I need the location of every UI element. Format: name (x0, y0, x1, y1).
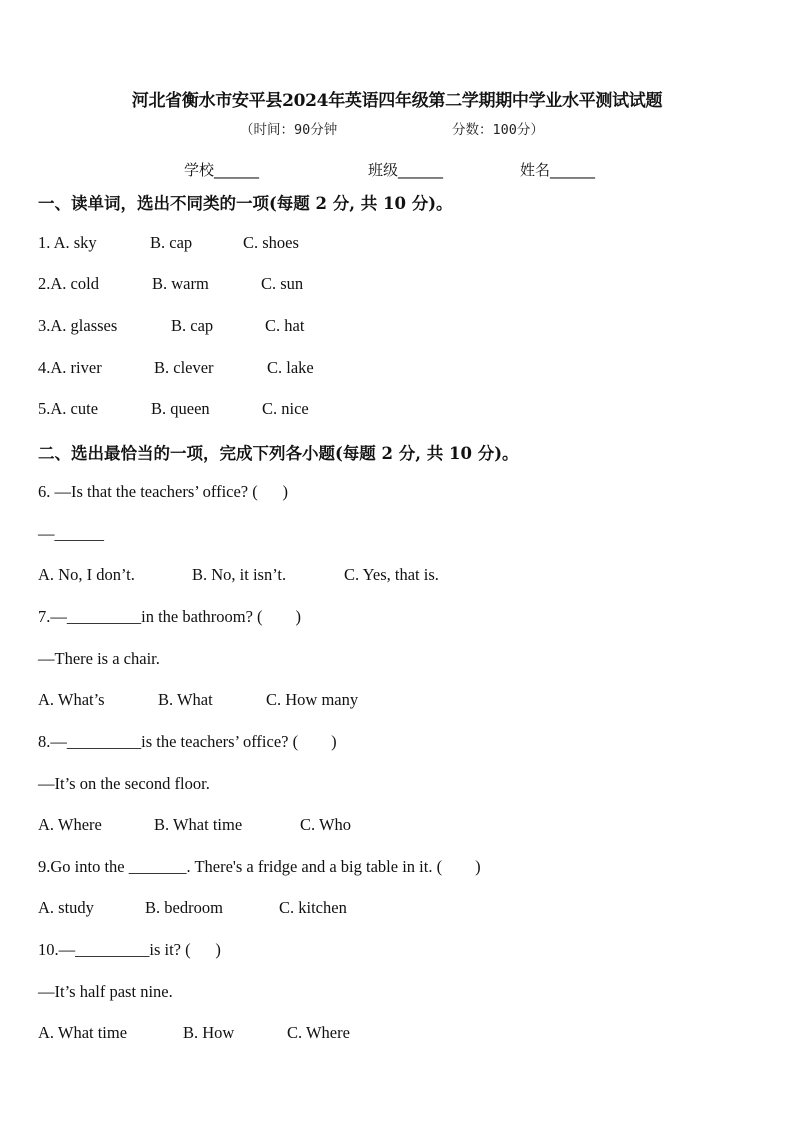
q10-reply: —It’s half past nine. (38, 982, 173, 1001)
q6-options (38, 565, 738, 587)
q4-c: C. lake (267, 358, 314, 377)
q6-stem: 6. —Is that the teachers’ office? ( ) (38, 482, 288, 501)
score-label: 分数：100分） (452, 122, 544, 138)
q8-stem: 8.—_________is the teachers’ office? ( ) (38, 732, 337, 751)
section2-heading: 二、选出最恰当的一项，完成下列各小题(每题 2 分, 共 10 分)。 (38, 444, 519, 463)
q10-c: C. Where (287, 1023, 350, 1042)
q8-c: C. Who (300, 815, 352, 834)
q10-b: B. How (183, 1023, 235, 1042)
q3-c: C. hat (265, 316, 305, 335)
q6-reply: —______ (38, 524, 104, 543)
q7-options (38, 690, 738, 712)
q8-reply: —It’s on the second floor. (38, 774, 210, 793)
q2-c: C. sun (261, 274, 304, 293)
q2-a: 2.A. cold (38, 274, 99, 293)
q7-b: B. What (158, 690, 213, 709)
q1-c: C. shoes (243, 233, 299, 252)
question-3 (38, 316, 738, 338)
q6-b: B. No, it isn’t. (192, 565, 287, 584)
q10-a: A. What time (38, 1023, 128, 1042)
question-4 (38, 358, 738, 380)
q7-c: C. How many (266, 690, 359, 709)
q10-stem: 10.—_________is it? ( ) (38, 940, 221, 959)
q9-a: A. study (38, 898, 94, 917)
q1-a: 1. A. sky (38, 233, 97, 252)
q8-options (38, 815, 738, 837)
q3-a: 3.A. glasses (38, 316, 118, 335)
q4-b: B. clever (154, 358, 214, 377)
q2-b: B. warm (152, 274, 209, 293)
school-field: 学校______ (184, 161, 260, 179)
page-title: 河北省衡水市安平县2024年英语四年级第二学期期中学业水平测试试题 (131, 91, 663, 111)
q7-stem: 7.—_________in the bathroom? ( ) (38, 607, 302, 626)
q4-a: 4.A. river (38, 358, 102, 377)
q5-c: C. nice (262, 399, 309, 418)
q1-b: B. cap (150, 233, 193, 252)
q9-stem: 9.Go into the _______. There's a fridge and a big table in it. ( ) (38, 857, 481, 876)
q6-c: C. Yes, that is. (344, 565, 439, 584)
question-1 (38, 233, 738, 255)
name-field: 姓名______ (520, 161, 596, 179)
q9-b: B. bedroom (145, 898, 223, 917)
q7-reply: —There is a chair. (38, 649, 160, 668)
q10-options (38, 1023, 738, 1045)
q9-c: C. kitchen (279, 898, 347, 917)
q8-a: A. Where (38, 815, 102, 834)
q5-a: 5.A. cute (38, 399, 99, 418)
class-field: 班级______ (368, 161, 444, 179)
q3-b: B. cap (171, 316, 214, 335)
q7-a: A. What’s (38, 690, 105, 709)
section1-heading: 一、读单词，选出不同类的一项(每题 2 分, 共 10 分)。 (38, 194, 453, 213)
time-label: （时间：90分钟 (240, 122, 338, 138)
q6-a: A. No, I don’t. (38, 565, 135, 584)
q9-options (38, 898, 738, 920)
q5-b: B. queen (151, 399, 210, 418)
question-5 (38, 399, 738, 421)
question-2 (38, 274, 738, 296)
q8-b: B. What time (154, 815, 243, 834)
